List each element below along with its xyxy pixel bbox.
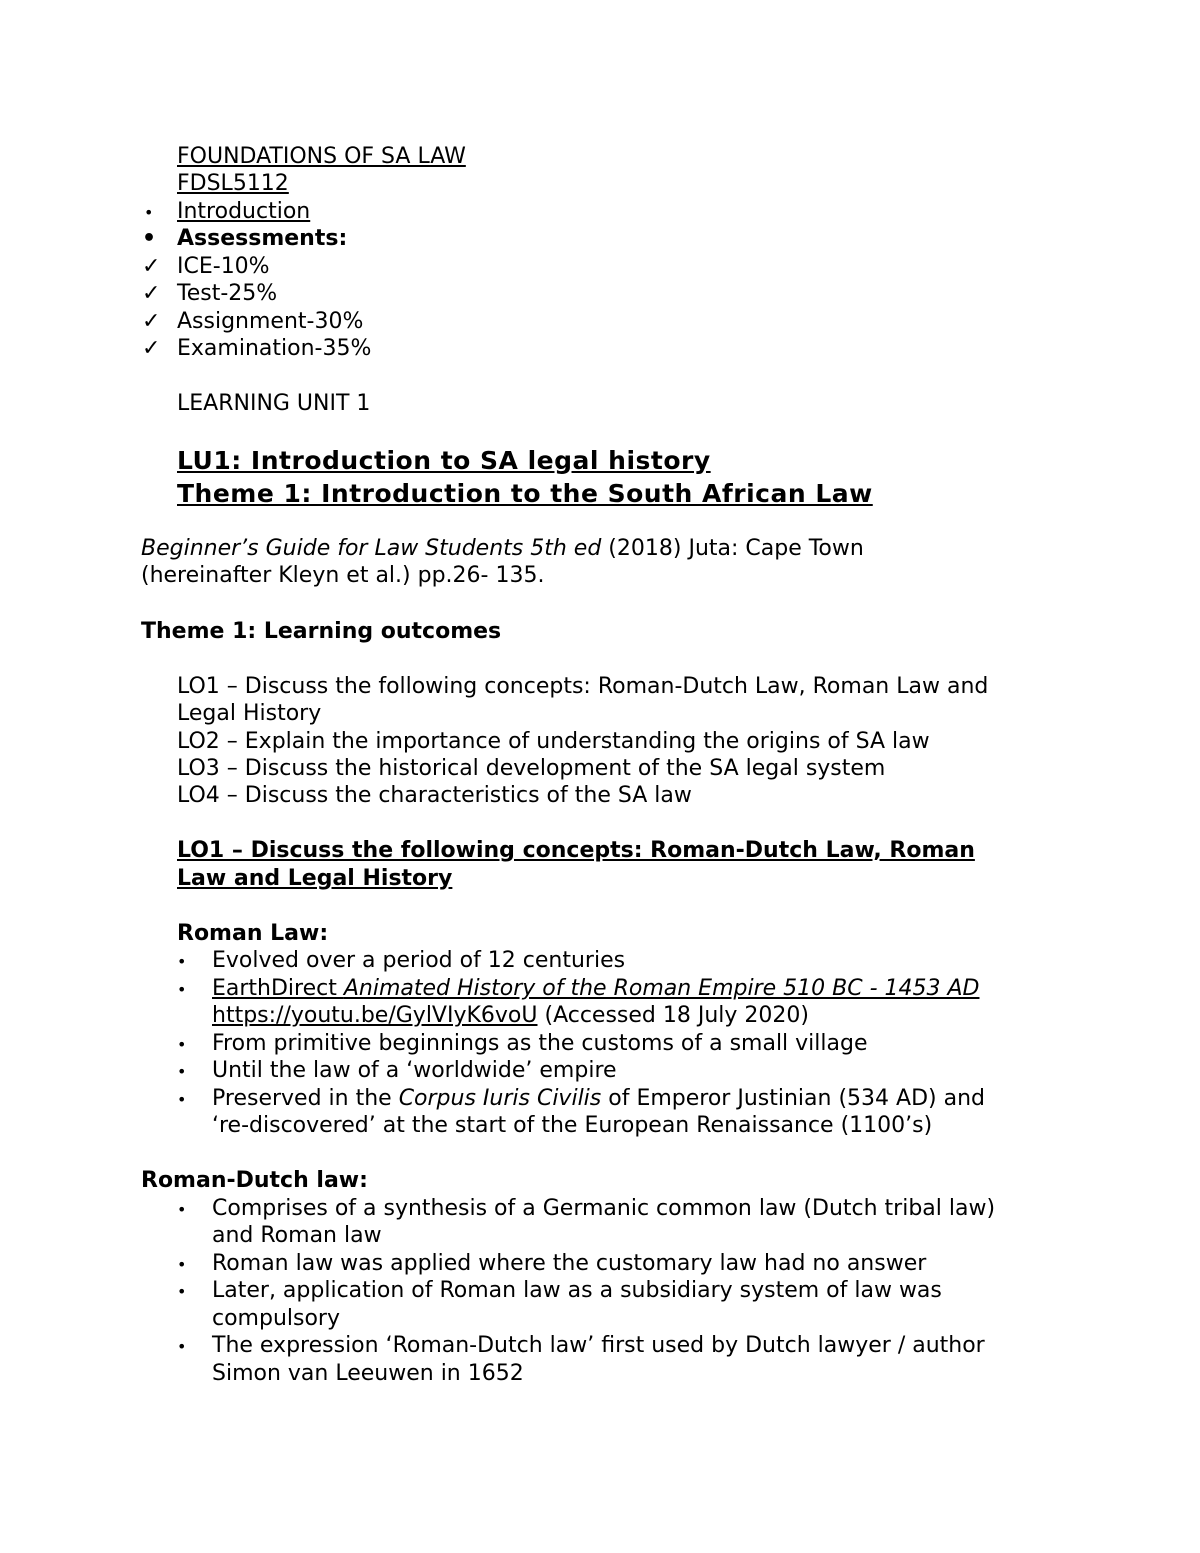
video-link-line xyxy=(212,1005,809,1027)
bullet-icon: • xyxy=(177,1035,187,1054)
bullet-icon: • xyxy=(177,952,187,971)
outcome-lo2: LO2 – Explain the importance of understanding the origins of SA law xyxy=(177,729,930,754)
video-url-link[interactable]: https://youtu.be/GylVIyK6voU xyxy=(212,1003,538,1028)
roman-law-heading: Roman Law: xyxy=(177,921,329,946)
outcome-lo1: LO1 – Discuss the following concepts: Roman-Dutch Law, Roman Law and xyxy=(177,674,989,699)
video-link-title[interactable] xyxy=(212,978,979,1000)
outcomes-heading: Theme 1: Learning outcomes xyxy=(141,619,502,644)
assessment-item: Test-25% xyxy=(177,281,278,306)
bullet-icon: • xyxy=(177,1282,187,1301)
book-title: Beginner’s Guide for Law Students 5th ed xyxy=(141,536,602,561)
preserved-pre: Preserved in the xyxy=(212,1086,399,1111)
assessment-item: ICE-10% xyxy=(177,254,270,279)
checkmark-icon: ✓ xyxy=(142,336,161,361)
checkmark-icon: ✓ xyxy=(142,281,161,306)
roman-law-bullet: Evolved over a period of 12 centuries xyxy=(212,948,626,973)
course-code: FDSL5112 xyxy=(177,171,289,196)
bullet-icon: • xyxy=(177,1255,187,1274)
reference-line-2: (hereinafter Kleyn et al.) pp.26- 135. xyxy=(141,563,545,588)
assessment-item: Examination-35% xyxy=(177,336,372,361)
reference-publisher: (2018) Juta: Cape Town xyxy=(601,536,864,561)
theme-title: Theme 1: Introduction to the South African Law xyxy=(177,479,873,508)
corpus-iuris-civilis: Corpus Iuris Civilis xyxy=(398,1086,602,1111)
roman-dutch-bullet-cont: Simon van Leeuwen in 1652 xyxy=(212,1361,524,1386)
roman-dutch-law-heading: Roman-Dutch law: xyxy=(141,1168,368,1193)
lu-title: LU1: Introduction to SA legal history xyxy=(177,446,711,475)
lo1-section-heading-cont: Law and Legal History xyxy=(177,866,453,891)
roman-dutch-bullet: Roman law was applied where the customary law had no answer xyxy=(212,1251,927,1276)
assessment-item: Assignment-30% xyxy=(177,309,364,334)
bullet-icon: • xyxy=(177,1337,187,1356)
roman-dutch-bullet: The expression ‘Roman-Dutch law’ first used by Dutch lawyer / author xyxy=(212,1333,985,1358)
bullet-icon: • xyxy=(144,203,154,222)
roman-dutch-bullet-cont: compulsory xyxy=(212,1306,340,1331)
video-link-name[interactable]: Animated History of the Roman Empire 510 BC - 1453 AD xyxy=(343,976,980,1001)
bullet-icon: • xyxy=(177,1090,187,1109)
checkmark-icon: ✓ xyxy=(142,254,161,279)
outcome-lo1-cont: Legal History xyxy=(177,701,322,726)
roman-law-bullet-cont: ‘re-discovered’ at the start of the European Renaissance (1100’s) xyxy=(212,1113,933,1138)
roman-law-bullet: From primitive beginnings as the customs of a small village xyxy=(212,1031,868,1056)
accessed-date: (Accessed 18 July 2020) xyxy=(537,1003,809,1028)
reference-line xyxy=(141,538,864,560)
checkmark-icon: ✓ xyxy=(142,309,161,334)
bullet-icon: • xyxy=(177,1200,187,1219)
roman-dutch-bullet: Later, application of Roman law as a subsidiary system of law was xyxy=(212,1278,942,1303)
roman-law-bullet: Until the law of a ‘worldwide’ empire xyxy=(212,1058,617,1083)
assessments-label: Assessments: xyxy=(177,226,348,251)
bullet-icon: • xyxy=(177,1062,187,1081)
outcome-lo4: LO4 – Discuss the characteristics of the SA law xyxy=(177,783,692,808)
bullet-icon: • xyxy=(142,226,157,251)
introduction-item: Introduction xyxy=(177,199,311,224)
video-link-author[interactable]: EarthDirect xyxy=(212,976,344,1001)
roman-dutch-bullet-cont: and Roman law xyxy=(212,1223,382,1248)
roman-dutch-bullet: Comprises of a synthesis of a Germanic common law (Dutch tribal law) xyxy=(212,1196,996,1221)
course-title: FOUNDATIONS OF SA LAW xyxy=(177,144,466,169)
roman-law-bullet xyxy=(212,1088,985,1110)
preserved-post: of Emperor Justinian (534 AD) and xyxy=(601,1086,985,1111)
bullet-icon: • xyxy=(177,980,187,999)
learning-unit-label: LEARNING UNIT 1 xyxy=(177,391,371,416)
lo1-section-heading: LO1 – Discuss the following concepts: Roman-Dutch Law, Roman xyxy=(177,838,975,863)
outcome-lo3: LO3 – Discuss the historical development of the SA legal system xyxy=(177,756,886,781)
